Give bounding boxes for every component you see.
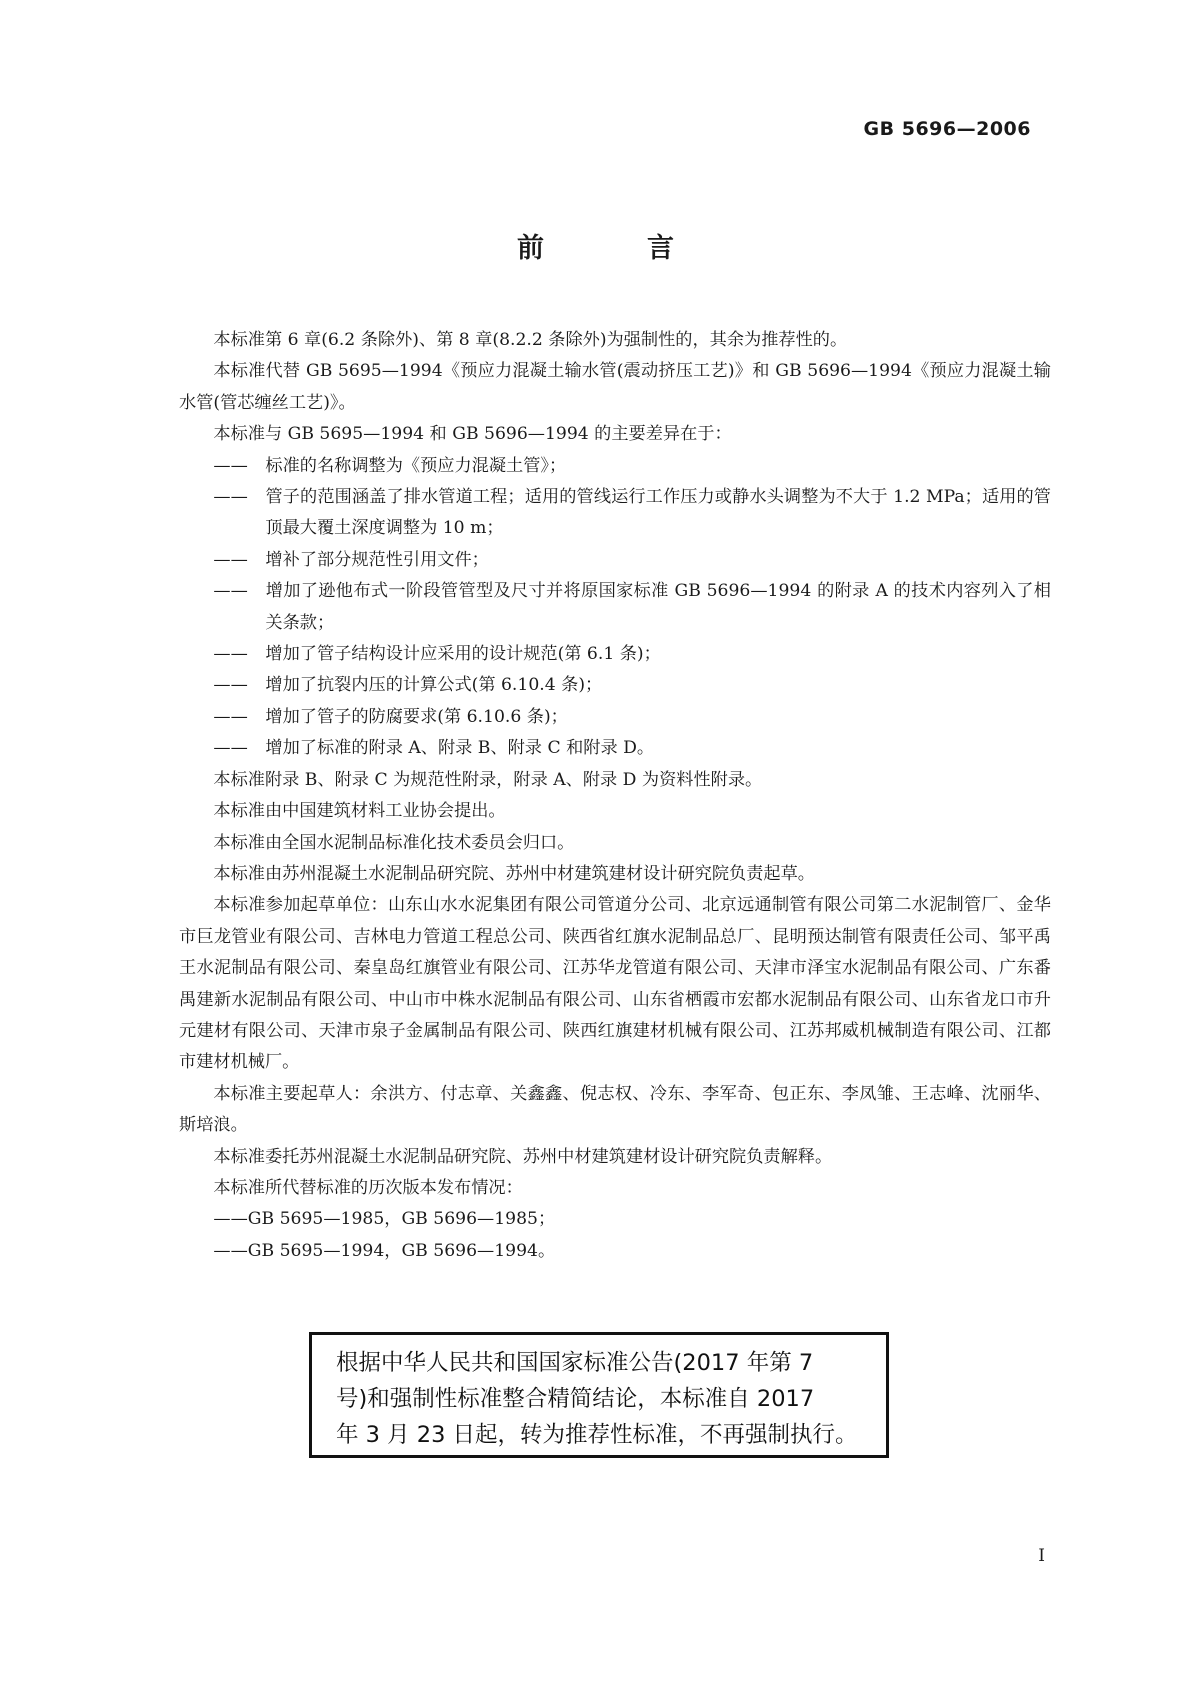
difference-text: 增加了管子结构设计应采用的设计规范(第 6.1 条)； <box>265 644 661 665</box>
difference-item <box>179 451 1051 482</box>
notice-line: 根据中华人民共和国国家标准公告(2017 年第 7 <box>336 1350 814 1376</box>
history-item: ——GB 5695—1985，GB 5696—1985； <box>213 1209 556 1230</box>
paragraph-drafted-by: 本标准由苏州混凝土水泥制品研究院、苏州中材建筑建材设计研究院负责起草。 <box>213 863 815 884</box>
standard-number: GB 5696—2006 <box>863 118 1031 140</box>
paragraph-centralized-by: 本标准由全国水泥制品标准化技术委员会归口。 <box>213 832 575 853</box>
dash-mark: —— <box>213 549 248 570</box>
difference-text: 增加了逊他布式一阶段管管型及尺寸并将原国家标准 GB 5696—1994 的附录 A 的技术内容列入了相关条款； <box>265 581 1051 633</box>
dash-mark: —— <box>213 487 248 508</box>
notice-line: 年 3 月 23 日起，转为推荐性标准，不再强制执行。 <box>336 1422 858 1448</box>
paragraph-annexes: 本标准附录 B、附录 C 为规范性附录，附录 A、附录 D 为资料性附录。 <box>213 769 763 790</box>
difference-text: 管子的范围涵盖了排水管道工程；适用的管线运行工作压力或静水头调整为不大于 1.2 MPa；适用的管顶最大覆土深度调整为 10 m； <box>265 487 1051 539</box>
paragraph-replaces: 本标准代替 GB 5695—1994《预应力混凝土输水管(震动挤压工艺)》和 GB 5696—1994《预应力混凝土输水管(管芯缠丝工艺)》。 <box>179 361 1051 413</box>
difference-text: 增加了标准的附录 A、附录 B、附录 C 和附录 D。 <box>265 738 655 759</box>
dash-mark: —— <box>213 738 248 759</box>
notice-box <box>309 1332 889 1458</box>
paragraph-differences-intro: 本标准与 GB 5695—1994 和 GB 5696—1994 的主要差异在于： <box>213 424 732 445</box>
difference-item <box>179 733 1051 764</box>
difference-item <box>179 670 1051 701</box>
page-number: I <box>1038 1546 1045 1566</box>
paragraph-proposed-by: 本标准由中国建筑材料工业协会提出。 <box>213 801 506 822</box>
difference-item <box>179 702 1051 733</box>
page-title: 前 言 <box>517 233 712 264</box>
foreword-body <box>179 325 1051 1267</box>
paragraph-interpretation: 本标准委托苏州混凝土水泥制品研究院、苏州中材建筑建材设计研究院负责解释。 <box>213 1146 833 1167</box>
difference-item <box>179 482 1051 545</box>
dash-mark: —— <box>213 644 248 665</box>
difference-text: 增加了管子的防腐要求(第 6.10.6 条)； <box>265 706 568 727</box>
notice-line: 号)和强制性标准整合精简结论，本标准自 2017 <box>336 1386 815 1412</box>
difference-item <box>179 545 1051 576</box>
dash-mark: —— <box>213 706 248 727</box>
dash-mark: —— <box>213 675 248 696</box>
difference-item <box>179 576 1051 639</box>
dash-mark: —— <box>213 581 248 602</box>
paragraph-history-intro: 本标准所代替标准的历次版本发布情况： <box>213 1177 523 1198</box>
dash-mark: —— <box>213 455 248 476</box>
paragraph-participating-units: 本标准参加起草单位：山东山水水泥集团有限公司管道分公司、北京远通制管有限公司第二水泥制管厂、金华市巨龙管业有限公司、吉林电力管道工程总公司、陕西省红旗水泥制品总厂、昆明预达制管有限责任公司、邹平禹王水泥制品有限公司、秦皇岛红旗管业有限公司、江苏华龙管道有限公司、天津市泽宝水泥制品有限公司、广东番禺建新水泥制品有限公司、中山市中株水泥制品有限公司、山东省栖霞市宏都水泥制品有限公司、山东省龙口市升元建材有限公司、天津市泉子金属制品有限公司、陕西红旗建材机械有限公司、江苏邦威机械制造有限公司、江都市建材机械厂。 <box>179 895 1051 1073</box>
paragraph-mandatory-scope: 本标准第 6 章(6.2 条除外)、第 8 章(8.2.2 条除外)为强制性的，其余为推荐性的。 <box>213 330 848 350</box>
paragraph-main-drafters: 本标准主要起草人：余洪方、付志章、关鑫鑫、倪志权、冷东、李军奇、包正东、李凤雏、王志峰、沈丽华、斯培浪。 <box>179 1083 1051 1136</box>
difference-text: 增补了部分规范性引用文件； <box>265 549 489 570</box>
difference-text: 增加了抗裂内压的计算公式(第 6.10.4 条)； <box>265 675 603 696</box>
difference-text: 标准的名称调整为《预应力混凝土管》； <box>265 455 567 476</box>
difference-item <box>179 639 1051 670</box>
history-item: ——GB 5695—1994，GB 5696—1994。 <box>213 1240 556 1261</box>
